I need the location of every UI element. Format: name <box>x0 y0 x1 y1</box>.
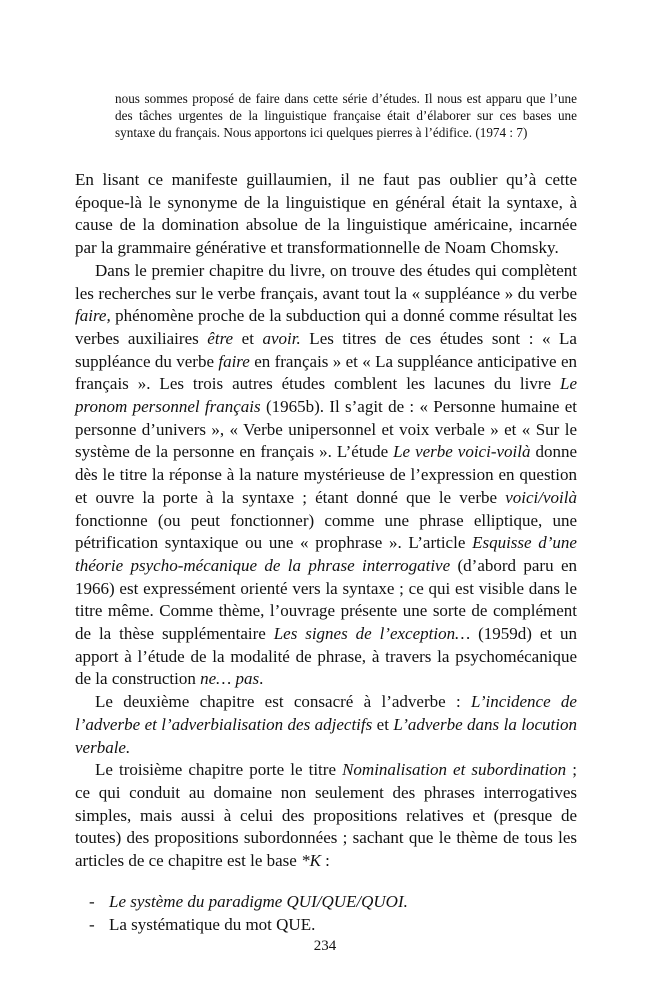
bullet-list <box>75 891 577 936</box>
text-run: . <box>259 669 264 689</box>
italic-title: ne… pas <box>200 669 260 689</box>
text-run: En lisant ce manifeste guillaumien, il ne faut pas oublier qu’à cette époque-là le synonyme de la linguistique en général était la syntaxe, à cause de la domination absolue de la linguistique américaine, incarnée par la grammaire générative et transformationnelle de Noam Chomsky. <box>75 170 577 258</box>
text-run: (d’abord paru en 1966) est expressément orienté vers la syntaxe ; ce qui est visible dans le titre même. Comme thème, l’ouvrage présente une sorte de complément de la thèse supplémentaire <box>75 555 577 644</box>
italic-title: *K <box>301 851 321 871</box>
italic-title: Esquisse d’une théorie psycho-mécanique de la phrase interrogative <box>75 533 577 575</box>
text-run: (1959d) et un apport à l’étude de la modalité de phrase, à travers la psychomécanique de la construction <box>75 624 577 689</box>
italic-title: Nominalisation et subordination <box>342 760 567 780</box>
italic-title: Les signes de l’exception… <box>273 624 471 644</box>
text-run: et <box>233 328 263 348</box>
text-run: : <box>320 851 330 871</box>
text-run: et <box>372 714 394 734</box>
italic-title: Le pronom personnel français <box>75 374 577 417</box>
list-item <box>75 891 577 914</box>
italic-title: faire, <box>75 306 111 326</box>
text-run: ; ce qui conduit au domaine non seulement des phrases interrogatives simples, mais aussi à celui des propositions relatives et (presque de toutes) des propositions subordonnées ; sachant que le thème de tous les articles de ce chapitre est le base <box>75 760 577 871</box>
italic-title: L’incidence de l’adverbe et l’adverbialisation des adjectifs <box>75 692 577 734</box>
paragraph <box>75 169 577 260</box>
italic-title: voici/voilà <box>505 487 577 507</box>
italic-title: Le verbe voici-voilà <box>393 442 531 462</box>
italic-title: L’adverbe dans la locution verbale. <box>75 714 577 757</box>
dash-bullet: - <box>89 891 95 911</box>
dash-bullet: - <box>89 914 95 934</box>
text-run: (1965b). Il s’agit de : « Personne humaine et personne d’univers », « Verbe unipersonnel et voix verbale » et « Sur le système de la personne en français ». L’étude <box>75 397 577 462</box>
paragraph <box>75 260 577 691</box>
text-run: fonctionne (ou peut fonctionner) comme une phrase elliptique, une pétrification syntaxique ou une « prophrase ». L’article <box>75 510 577 553</box>
list-item-text: Le système du paradigme QUI/QUE/QUOI. <box>109 891 408 911</box>
paragraph <box>75 691 577 759</box>
page-number: 234 <box>313 938 337 954</box>
text-run: Dans le premier chapitre du livre, on trouve des études qui complètent les recherches sur le verbe français, avant tout la « suppléance » du verbe <box>75 260 577 303</box>
list-item <box>75 914 577 937</box>
text-run: donne dès le titre la réponse à la nature mystérieuse de l’expression en question et ouvre la porte à la syntaxe ; étant donné que le verbe <box>75 442 577 507</box>
body-text <box>75 169 577 936</box>
text-run: Le troisième chapitre porte le titre <box>95 760 343 780</box>
text-run: en français » et « La suppléance anticipative en français ». Les trois autres études comblent les lacunes du livre <box>75 351 577 394</box>
text-run: Les titres de ces études sont : « La suppléance du verbe <box>75 328 577 371</box>
text-run: phénomène proche de la subduction qui a donné comme résultat les verbes auxiliaires <box>75 306 577 348</box>
block-quote: nous sommes proposé de faire dans cette série d’études. Il nous est apparu que l’une des tâches urgentes de la linguistique française était d’élaborer sur ces bases une syntaxe du français. Nous apportons ici quelques pierres à l’édifice. (1974 : 7) <box>115 91 577 141</box>
italic-title: faire <box>218 351 250 371</box>
italic-title: être <box>207 328 234 348</box>
paragraph <box>75 759 577 873</box>
italic-title: avoir. <box>262 328 301 348</box>
text-run: Le deuxième chapitre est consacré à l’adverbe : <box>95 692 472 712</box>
list-item-text: La systématique du mot QUE. <box>109 914 316 934</box>
